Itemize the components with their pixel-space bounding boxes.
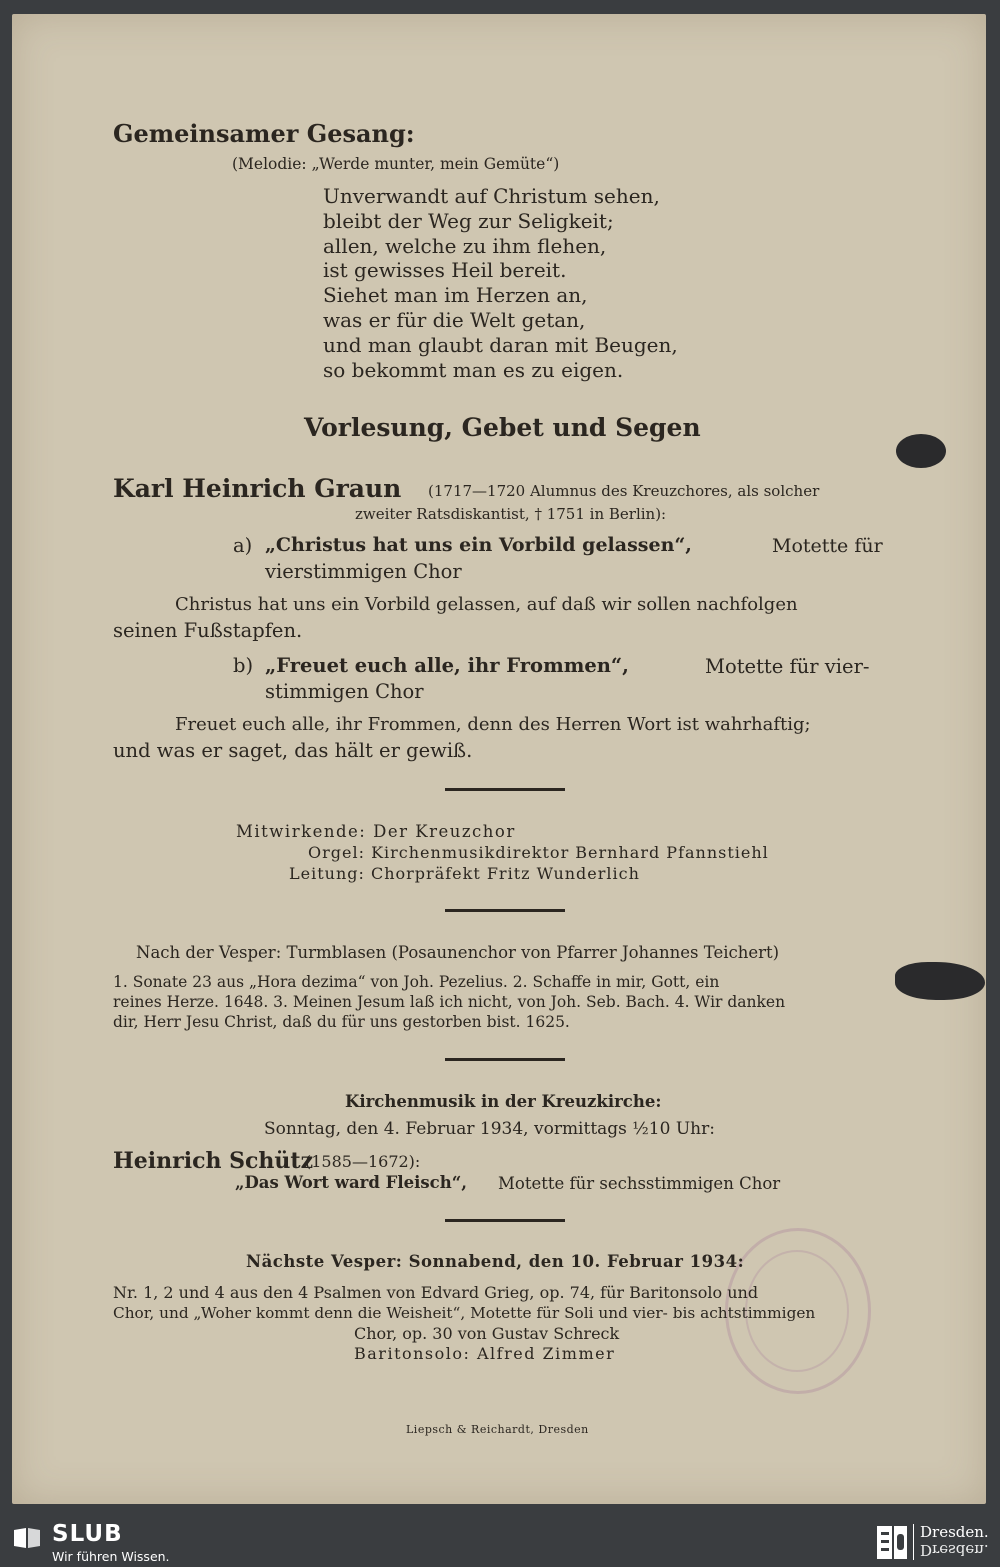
item-b-marker: b) [233, 654, 254, 677]
verse-line: was er für die Welt getan, [323, 307, 586, 332]
next-vesper-title: Nächste Vesper: Sonnabend, den 10. Februar 1934: [246, 1252, 745, 1271]
printer-imprint: Liepsch & Reichardt, Dresden [406, 1423, 589, 1436]
ink-blot-top [896, 434, 946, 468]
song-heading: Gemeinsamer Gesang: [113, 119, 415, 148]
church-music-composer: Heinrich Schütz [113, 1148, 314, 1174]
item-a-text-1: Christus hat uns ein Vorbild gelassen, auf daß wir sollen nachfolgen [175, 594, 798, 615]
after-vesper-line-2: reines Herze. 1648. 3. Meinen Jesum laß ich nicht, von Joh. Seb. Bach. 4. Wir danken [113, 993, 786, 1011]
composer-graun-info-2: zweiter Ratsdiskantist, † 1751 in Berlin): [355, 505, 667, 523]
item-b-text-2: und was er saget, das hält er gewiß. [113, 739, 473, 762]
footer-separator [913, 1524, 914, 1560]
next-vesper-line-4: Baritonsolo: Alfred Zimmer [354, 1344, 616, 1363]
next-vesper-line-2: Chor, und „Woher kommt denn die Weisheit“, Motette für Soli und vier- bis achtstimmigen [113, 1304, 816, 1322]
song-melody: (Melodie: „Werde munter, mein Gemüte“) [232, 155, 560, 173]
item-a-marker: a) [233, 534, 253, 557]
church-music-title: Kirchenmusik in der Kreuzkirche: [345, 1092, 662, 1111]
next-vesper-line-3: Chor, op. 30 von Gustav Schreck [354, 1324, 620, 1343]
after-vesper-title: Nach der Vesper: Turmblasen (Posaunenchor von Pfarrer Johannes Teichert) [136, 943, 780, 962]
divider [445, 1219, 565, 1222]
item-b-desc-2: stimmigen Chor [265, 680, 424, 703]
composer-graun-info-1: (1717—1720 Alumnus des Kreuzchores, als solcher [428, 482, 820, 500]
next-vesper-line-1: Nr. 1, 2 und 4 aus den 4 Psalmen von Edvard Grieg, op. 74, für Baritonsolo und [113, 1283, 759, 1302]
item-a-text-2: seinen Fußstapfen. [113, 619, 303, 642]
verse-line: so bekommt man es zu eigen. [323, 357, 624, 382]
church-music-date: Sonntag, den 4. Februar 1934, vormittags ½10 Uhr: [264, 1119, 715, 1139]
item-b-text-1: Freuet euch alle, ihr Frommen, denn des Herren Wort ist wahrhaftig; [175, 714, 811, 735]
verse-line: und man glaubt daran mit Beugen, [323, 332, 678, 357]
verse-line: Siehet man im Herzen an, [323, 283, 588, 308]
divider [445, 1058, 565, 1061]
slub-logo-text[interactable]: SLUB [52, 1521, 123, 1547]
viewer-footer [0, 1518, 1000, 1567]
song-verse [323, 184, 678, 382]
church-music-composer-years: (1585—1672): [305, 1152, 421, 1171]
reading-heading: Vorlesung, Gebet und Segen [304, 413, 701, 442]
after-vesper-line-3: dir, Herr Jesu Christ, daß du für uns gestorben bist. 1625. [113, 1013, 570, 1031]
church-music-work-title: „Das Wort ward Fleisch“, [235, 1173, 467, 1192]
divider [445, 788, 565, 791]
divider [445, 909, 565, 912]
item-b-title: „Freuet euch alle, ihr Frommen“, [265, 654, 629, 677]
participants-line-2: Orgel: Kirchenmusikdirektor Bernhard Pfannstiehl [308, 843, 769, 862]
church-music-work-desc: Motette für sechsstimmigen Chor [498, 1174, 781, 1193]
item-a-title: „Christus hat uns ein Vorbild gelassen“, [265, 534, 692, 556]
participants-line-3: Leitung: Chorpräfekt Fritz Wunderlich [289, 864, 640, 883]
dresden-logo-mirror: Dresden. [920, 1541, 989, 1559]
dresden-coat-of-arms-icon[interactable] [877, 1526, 907, 1559]
item-a-desc-2: vierstimmigen Chor [265, 560, 462, 583]
verse-line: Unverwandt auf Christum sehen, [323, 184, 660, 208]
item-b-desc: Motette für vier- [705, 655, 870, 678]
book-icon [12, 1526, 42, 1550]
item-a-desc: Motette für [772, 535, 883, 557]
slub-tagline: Wir führen Wissen. [52, 1549, 170, 1564]
composer-graun-name: Karl Heinrich Graun [113, 474, 402, 503]
dresden-logo-text[interactable]: Dresden. [920, 1523, 989, 1541]
verse-line: allen, welche zu ihm flehen, [323, 233, 607, 258]
after-vesper-line-1: 1. Sonate 23 aus „Hora dezima“ von Joh. Pezelius. 2. Schaffe in mir, Gott, ein [113, 973, 720, 991]
verse-line: bleibt der Weg zur Seligkeit; [323, 208, 614, 233]
verse-line: ist gewisses Heil bereit. [323, 258, 567, 283]
participants-line-1: Mitwirkende: Der Kreuzchor [236, 822, 516, 841]
ink-blot-middle [895, 962, 985, 1000]
